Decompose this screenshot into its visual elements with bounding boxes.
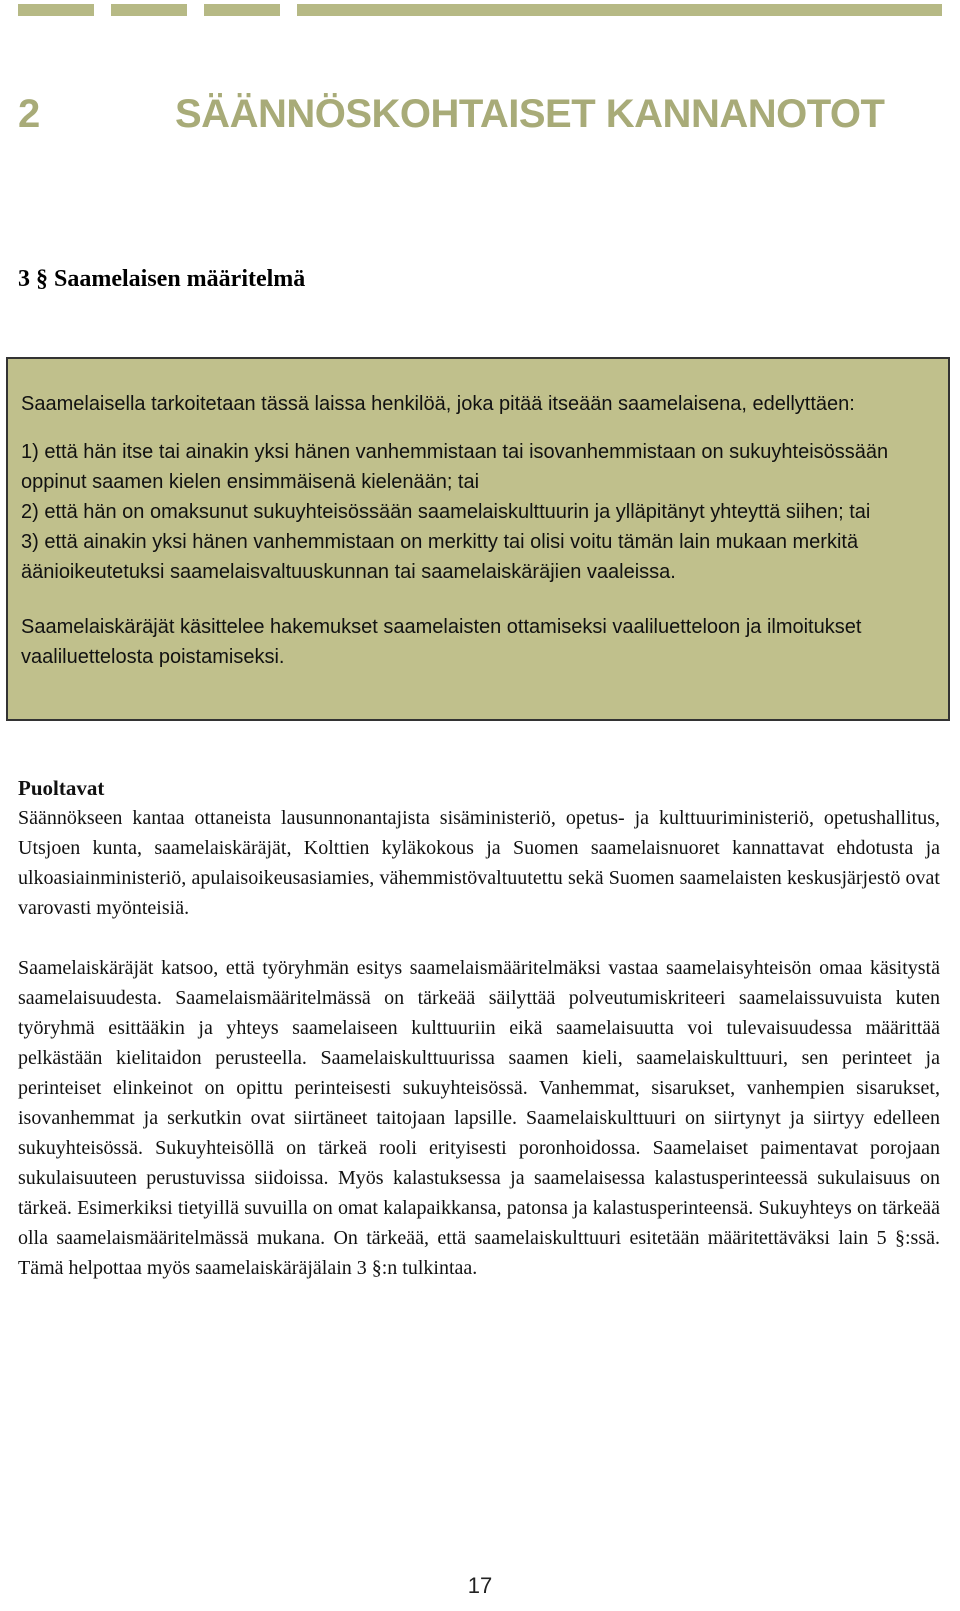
chapter-title: SÄÄNNÖSKOHTAISET KANNANOTOT [175,92,885,136]
body-text [18,773,940,1283]
header-bar-3 [204,4,280,16]
section-title: 3 § Saamelaisen määritelmä [18,266,306,292]
chapter-number: 2 [18,92,40,136]
law-item-1: 1) että hän itse tai ainakin yksi hänen vanhemmistaan tai isovanhemmistaan on sukuyhteisössään oppinut saamen kielen ensimmäisenä kielenään; tai [21,441,889,493]
law-text-box [6,357,950,721]
header-bar-2 [111,4,187,16]
law-item-2: 2) että hän on omaksunut sukuyhteisössään saamelaiskulttuurin ja ylläpitänyt yhteyttä siihen; tai [21,501,871,523]
subheading-puoltavat: Puoltavat [18,776,105,800]
paragraph-1: Säännökseen kantaa ottaneista lausunnonantajista sisäministeriö, opetus- ja kulttuuriministeriö, opetushallitus, Utsjoen kunta, saamelaiskäräjät, Kolttien kyläkokous ja Suomen saamelaisnuoret kannattavat ehdotusta ja ulkoasiainministeriö, apulaisoikeusasiamies, vähemmistövaltuutettu sekä Suomen saamelaisten keskusjärjestö ovat varovasti myönteisiä. [18,807,940,919]
header-bar-1 [18,4,94,16]
law-closing: Saamelaiskäräjät käsittelee hakemukset saamelaisten ottamiseksi vaaliluetteloon ja ilmoitukset vaaliluettelosta poistamiseksi. [21,616,862,668]
law-item-3: 3) että ainakin yksi hänen vanhemmistaan on merkitty tai olisi voitu tämän lain mukaan merkitä äänioikeutetuksi saamelaisvaltuuskunnan tai saamelaiskäräjien vaaleissa. [21,531,859,583]
law-intro: Saamelaisella tarkoitetaan tässä laissa henkilöä, joka pitää itseään saamelaisena, edellyttäen: [21,393,855,415]
header-bar-4 [297,4,942,16]
paragraph-2: Saamelaiskäräjät katsoo, että työryhmän esitys saamelaismääritelmäksi vastaa saamelaisyhteisön omaa käsitystä saamelaisuudesta. Saamelaismääritelmässä on tärkeää säilyttää polveutumiskriteeri saamelaissuvuista kuten työryhmä esittääkin ja yhteys saamelaiseen kulttuuriin eikä saamelaisuutta voi tulevaisuudessa määrittää pelkästään kielitaidon perusteella. Saamelaiskulttuurissa saamen kieli, saamelaiskulttuuri, sen perinteet ja perinteiset elinkeinot on opittu perinteisesti sukuyhteisössä. Vanhemmat, sisarukset, vanhempien sisarukset, isovanhemmat ja serkutkin ovat siirtäneet taitojaan lapsille. Saamelaiskulttuuri on siirtynyt ja siirtyy edelleen sukuyhteisössä. Sukuyhteisöllä on tärkeä rooli erityisesti poronhoidossa. Saamelaiset paimentavat porojaan sukulaisuuteen perustuvissa siidoissa. Myös kalastuksessa ja saamelaisessa kalastusperinteessä sukulaisuus on tärkeä. Esimerkiksi tietyillä suvuilla on omat kalapaikkansa, patonsa ja kalastusperinteensä. Sukuyhteys on tärkeää olla saamelaismääritelmässä mukana. On tärkeää, että saamelaiskulttuuri esitetään määritettäväksi lain 5 §:ssä. Tämä helpottaa myös saamelaiskäräjälain 3 §:n tulkintaa. [18,957,940,1279]
decorative-header-bars [18,4,942,16]
page-number: 17 [467,1573,493,1598]
